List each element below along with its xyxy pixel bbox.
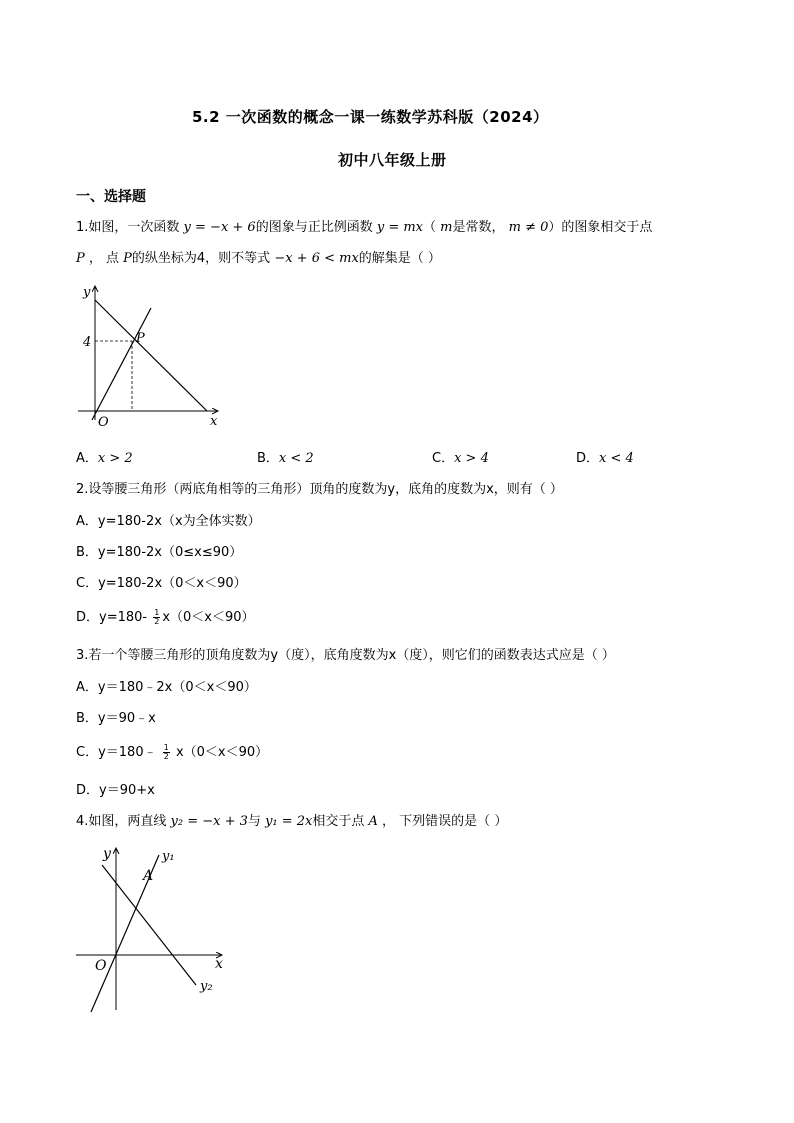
q1-x-label: x bbox=[210, 414, 218, 429]
q1-text-2: 的图象与正比例函数 bbox=[255, 220, 377, 235]
page-title: 5.2 一次函数的概念一课一练数学苏科版（2024） bbox=[192, 108, 549, 126]
q1-option-c-math: x > 4 bbox=[454, 451, 489, 466]
q2-fraction-numerator: 1 bbox=[154, 608, 160, 617]
q2-option-a[interactable]: A．y=180-2x（x为全体实数） bbox=[76, 514, 261, 529]
q4-x-label: x bbox=[215, 956, 223, 972]
q4-figure bbox=[70, 840, 240, 1020]
q1-option-b[interactable] bbox=[257, 447, 314, 466]
page-subtitle: 初中八年级上册 bbox=[338, 151, 447, 169]
q4-text-1: 4.如图，两直线 bbox=[76, 814, 171, 829]
q1-condition: m ≠ 0 bbox=[508, 220, 549, 235]
q1-var-m: m bbox=[440, 220, 453, 235]
q4-y-label: y bbox=[103, 846, 111, 862]
q1-text-4: 是常数， bbox=[452, 220, 509, 235]
q1-option-a-prefix: A． bbox=[76, 451, 98, 466]
q4-eq-y2: y₂ = −x + 3 bbox=[170, 814, 248, 829]
q1-option-b-math: x < 2 bbox=[278, 451, 314, 466]
q4-text-4: ， 下列错误的是（ ） bbox=[377, 814, 508, 829]
q1-option-d-math: x < 4 bbox=[599, 451, 634, 466]
q1-text-6: ， 点 bbox=[84, 251, 124, 266]
q1-text-3: （ bbox=[423, 220, 441, 235]
q1-text-1: 1.如图，一次函数 bbox=[76, 220, 184, 235]
q4-a-label: A bbox=[143, 868, 154, 884]
q2-option-d-suffix: x（0＜x＜90） bbox=[162, 610, 255, 625]
q3-option-c-fraction bbox=[163, 744, 170, 761]
q1-text-5: ）的图象相交于点 bbox=[548, 220, 653, 235]
q1-figure bbox=[70, 280, 230, 430]
q4-origin-label: O bbox=[95, 958, 107, 974]
q4-text-3: 相交于点 bbox=[312, 814, 369, 829]
q2-option-d[interactable] bbox=[76, 606, 255, 626]
question-4-stem bbox=[76, 810, 507, 829]
q2-option-c[interactable]: C．y=180-2x（0＜x＜90） bbox=[76, 576, 247, 591]
q1-text-7: 的纵坐标为4，则不等式 bbox=[131, 251, 275, 266]
q1-p-label: P bbox=[136, 331, 145, 346]
question-1-stem-line1 bbox=[76, 216, 652, 235]
q2-option-d-prefix: D．y=180- bbox=[76, 610, 152, 625]
question-3-stem: 3.若一个等腰三角形的顶角度数为y（度），底角度数为x（度），则它们的函数表达式应是（ ） bbox=[76, 648, 615, 663]
q1-eq-linear: y = −x + 6 bbox=[183, 220, 256, 235]
q1-text-8: 的解集是（ ） bbox=[358, 251, 441, 266]
q1-tick-4: 4 bbox=[83, 335, 92, 350]
q1-point-p: P bbox=[76, 251, 85, 266]
q1-line-decreasing bbox=[95, 300, 207, 411]
q3-option-c[interactable] bbox=[76, 741, 268, 761]
q3-option-c-prefix: C．y＝180﹣ bbox=[76, 745, 161, 760]
q4-y1-label: y₁ bbox=[162, 849, 175, 864]
q2-option-d-fraction bbox=[153, 609, 160, 626]
q3-fraction-denominator: 2 bbox=[163, 752, 169, 761]
q4-text-2: 与 bbox=[247, 814, 266, 829]
q1-eq-proportional: y = mx bbox=[376, 220, 424, 235]
q3-option-b[interactable]: B．y＝90﹣x bbox=[76, 711, 156, 726]
q1-option-c-prefix: C． bbox=[432, 451, 455, 466]
q1-option-b-prefix: B． bbox=[257, 451, 279, 466]
q1-option-d-prefix: D． bbox=[576, 451, 600, 466]
q4-y2-label: y₂ bbox=[200, 979, 213, 994]
q3-option-a[interactable]: A．y＝180﹣2x（0＜x＜90） bbox=[76, 680, 257, 695]
q1-point-p-2: P bbox=[123, 251, 132, 266]
q1-origin-label: O bbox=[98, 415, 109, 430]
q3-option-c-suffix: x（0＜x＜90） bbox=[171, 745, 269, 760]
q2-option-b[interactable]: B．y=180-2x（0≤x≤90） bbox=[76, 545, 243, 560]
q4-eq-y1: y₁ = 2x bbox=[265, 814, 313, 829]
q1-option-d[interactable] bbox=[576, 447, 634, 466]
q1-option-c[interactable] bbox=[432, 447, 489, 466]
q2-fraction-denominator: 2 bbox=[154, 617, 160, 626]
q4-point-a: A bbox=[368, 814, 378, 829]
question-1-stem-line2 bbox=[76, 247, 441, 266]
q1-y-label: y bbox=[83, 285, 91, 300]
q3-fraction-numerator: 1 bbox=[163, 743, 169, 752]
section-heading-choice: 一、选择题 bbox=[76, 189, 146, 205]
q1-option-a-math: x > 2 bbox=[97, 451, 133, 466]
question-2-stem: 2.设等腰三角形（两底角相等的三角形）顶角的度数为y，底角的度数为x，则有（ ） bbox=[76, 482, 563, 497]
q3-option-d[interactable]: D．y＝90+x bbox=[76, 783, 155, 798]
q1-option-a[interactable] bbox=[76, 447, 133, 466]
q1-inequality: −x + 6 < mx bbox=[274, 251, 359, 266]
q1-line-proportional bbox=[92, 308, 151, 420]
